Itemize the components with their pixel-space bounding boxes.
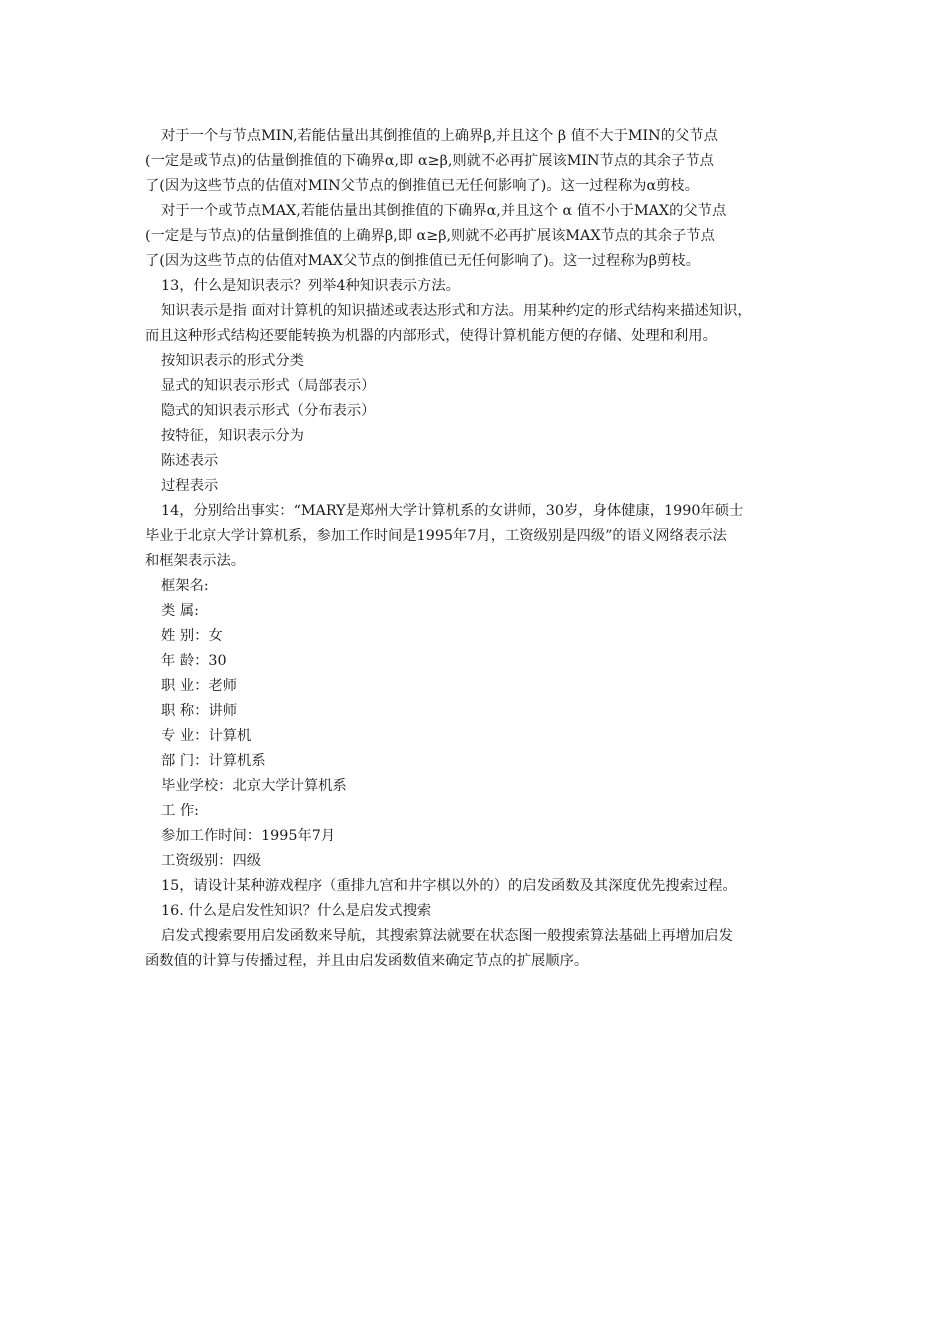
text-line: 了(因为这些节点的估值对MIN父节点的倒推值已无任何影响了)。这一过程称为α剪枝。: [145, 178, 699, 194]
text-line: 16. 什么是启发性知识？什么是启发式搜索: [161, 903, 432, 919]
text-line: 隐式的知识表示形式（分布表示）: [161, 403, 376, 419]
text-line: 过程表示: [161, 478, 219, 494]
text-line: (一定是与节点)的估量倒推值的上确界β,即 α≥β,则就不必再扩展该MAX节点的其余子节点: [145, 228, 715, 244]
text-line: 职 业：老师: [161, 678, 238, 694]
text-line: 按特征，知识表示分为: [161, 428, 304, 444]
text-line: 而且这种形式结构还要能转换为机器的内部形式，使得计算机能方便的存储、处理和利用。: [145, 328, 717, 344]
text-line: 框架名:: [161, 578, 209, 594]
text-line: 年 龄：30: [161, 653, 227, 669]
text-line: 14，分别给出事实：“MARY是郑州大学计算机系的女讲师，30岁，身体健康，1990年硕士: [161, 503, 744, 519]
text-line: 工资级别：四级: [161, 853, 262, 869]
text-line: 启发式搜索要用启发函数来导航，其搜索算法就要在状态图一般搜索算法基础上再增加启发: [161, 928, 733, 944]
text-line: 知识表示是指 面对计算机的知识描述或表达形式和方法。用某种约定的形式结构来描述知识，: [161, 303, 752, 319]
text-line: 按知识表示的形式分类: [161, 353, 304, 369]
text-line: 毕业于北京大学计算机系，参加工作时间是1995年7月，工资级别是四级”的语义网络表示法: [145, 528, 727, 544]
text-line: (一定是或节点)的估量倒推值的下确界α,即 α≥β,则就不必再扩展该MIN节点的其余子节点: [145, 153, 714, 169]
text-line: 显式的知识表示形式（局部表示）: [161, 378, 376, 394]
text-line: 毕业学校：北京大学计算机系: [161, 778, 347, 794]
text-line: 工 作:: [161, 803, 199, 819]
document-page: [145, 124, 815, 974]
text-line: 函数值的计算与传播过程，并且由启发函数值来确定节点的扩展顺序。: [145, 953, 589, 969]
text-line: 类 属:: [161, 603, 199, 619]
text-line: 陈述表示: [161, 453, 219, 469]
text-line: 了(因为这些节点的估值对MAX父节点的倒推值已无任何影响了)。这一过程称为β剪枝。: [145, 253, 700, 269]
text-line: 和框架表示法。: [145, 553, 246, 569]
text-line: 15，请设计某种游戏程序（重排九宫和井字棋以外的）的启发函数及其深度优先搜索过程。: [161, 878, 737, 894]
text-line: 姓 别：女: [161, 628, 223, 644]
text-line: 13，什么是知识表示？列举4种知识表示方法。: [161, 278, 460, 294]
text-line: 部 门：计算机系: [161, 753, 266, 769]
text-line: 职 称：讲师: [161, 703, 238, 719]
text-line: 参加工作时间：1995年7月: [161, 828, 336, 844]
text-line: 对于一个或节点MAX,若能估量出其倒推值的下确界α,并且这个 α 值不小于MAX的父节点: [161, 203, 727, 219]
text-line: 对于一个与节点MIN,若能估量出其倒推值的上确界β,并且这个 β 值不大于MIN的父节点: [161, 128, 718, 144]
text-line: 专 业：计算机: [161, 728, 252, 744]
